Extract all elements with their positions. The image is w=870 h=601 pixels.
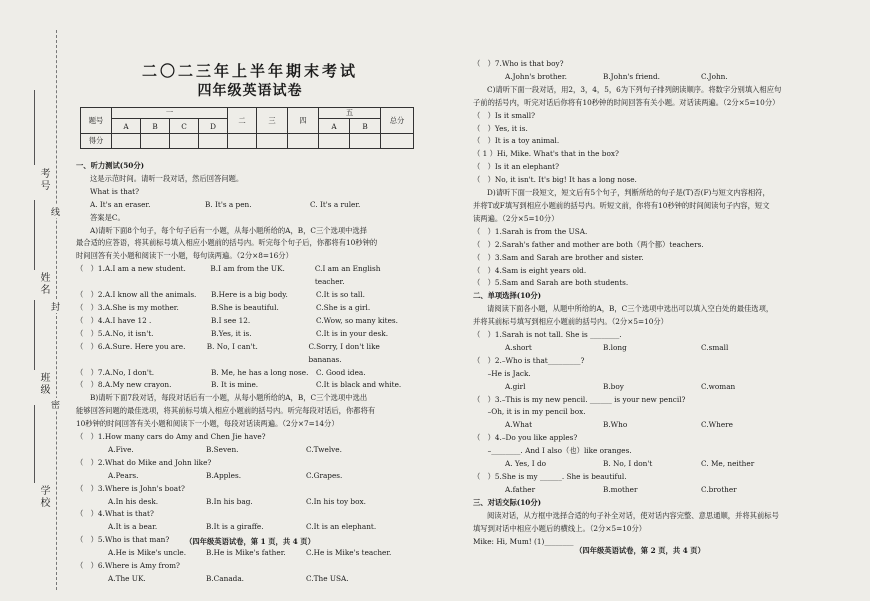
option: B.Seven. <box>206 444 239 454</box>
option: B.Who <box>603 420 628 430</box>
example-options <box>76 199 412 212</box>
part-d-item: （ ）4.Sam is eight years old. <box>473 265 587 275</box>
section-2-items <box>473 329 805 497</box>
score-cell[interactable] <box>350 134 381 149</box>
single-choice-question: （ ）3.–This is my new pencil. ______ is your new pencil? <box>473 394 686 404</box>
section-3-title: 三、对话交际(10分) <box>473 497 542 507</box>
option: C.He is Mike's teacher. <box>306 548 392 558</box>
option: A.Pears. <box>108 470 139 480</box>
option: B.He is Mike's father. <box>206 548 286 558</box>
part-d-item: （ ）3.Sam and Sarah are brother and sister. <box>473 252 644 262</box>
single-choice-options <box>473 342 805 355</box>
part-c-item: （ 1 ）Hi, Mike. What's that in the box? <box>473 149 619 159</box>
option: B.In his bag. <box>206 496 253 506</box>
option: C.Sorry, I don't like bananas. <box>308 341 380 364</box>
score-cell[interactable] <box>141 134 170 149</box>
right-column <box>473 58 805 548</box>
exam-number-label: 考号 <box>38 168 49 192</box>
part-c-item: （ ）Yes, it is. <box>473 123 528 133</box>
school-label: 学校 <box>38 485 49 509</box>
part-b-question: （ ）6.Where is Amy from? <box>76 561 180 571</box>
option: A.father <box>505 484 536 494</box>
option: C.It is so tall. <box>316 290 365 300</box>
score-head-5: 五 <box>319 108 381 119</box>
score-head-1: 一 <box>112 108 228 119</box>
option: C.She is a girl. <box>316 302 371 312</box>
example-answer: 答案是C。 <box>90 212 125 222</box>
option: A.short <box>505 342 532 352</box>
left-column <box>76 160 412 586</box>
option: B. No, I don't <box>603 459 653 469</box>
score-cell[interactable] <box>228 134 257 149</box>
single-choice-question: （ ）1.Sarah is not tall. She is ________. <box>473 330 622 340</box>
score-sub: B <box>141 119 170 134</box>
part-c-intro: 子前的括号内，听完对话后你将有10秒钟的时间回答有关小题。对话读两遍。（2分×5=10分） <box>473 97 780 107</box>
score-cell[interactable] <box>199 134 228 149</box>
binding-strip <box>0 0 70 601</box>
single-choice-options <box>473 419 805 432</box>
option: （ ）5.A.No, it isn't. <box>76 328 154 338</box>
option: A.He is Mike's uncle. <box>108 548 187 558</box>
part-a-item <box>76 328 412 341</box>
option: B.long <box>603 342 627 352</box>
section-1-intro: 这是示范时间。请听一段对话，然后回答问题。 <box>90 173 244 183</box>
score-head-3: 三 <box>257 108 288 134</box>
option: （ ）2.A.I know all the animals. <box>76 290 197 300</box>
single-choice-options <box>473 381 805 394</box>
part-b-options <box>76 521 412 534</box>
part-b-question: （ ）3.Where is John's boat? <box>76 483 185 493</box>
option: C.Wow, so many kites. <box>316 315 398 325</box>
option: A. Yes, I do <box>505 459 547 469</box>
part-a-item <box>76 341 412 367</box>
option: （ ）6.A.Sure. Here you are. <box>76 341 186 351</box>
option: C.I am an English teacher. <box>314 264 381 287</box>
option: B.Canada. <box>206 574 245 583</box>
part-a-item <box>76 302 412 315</box>
option: C.It is an elephant. <box>306 522 377 532</box>
option: C.Twelve. <box>306 444 342 454</box>
exam-number-line <box>34 90 35 165</box>
option: C.John. <box>701 71 728 81</box>
single-choice-question: –Oh, it is in my pencil box. <box>473 407 586 417</box>
score-sub: A <box>319 119 350 134</box>
part-a-item <box>76 263 412 289</box>
option: C.Grapes. <box>306 470 343 480</box>
score-sub: A <box>112 119 141 134</box>
single-choice-options <box>473 458 805 471</box>
section-1-title: 一、听力测试(50分) <box>76 161 145 170</box>
option: B.mother <box>603 484 638 494</box>
option: A.Five. <box>108 444 134 454</box>
page-2-footer: （四年级英语试卷，第 2 页，共 4 页） <box>575 546 705 555</box>
part-b-question: （ ）4.What is that? <box>76 509 154 519</box>
part-b-intro: 10秒钟的时间回答有关小题和阅读下一小题，每段对话读两遍。（2分×7=14分） <box>76 419 339 429</box>
binding-mark-seal: 封 <box>51 300 60 313</box>
part-a-item <box>76 367 412 380</box>
option: C.Where <box>701 420 733 430</box>
option: B.It is a giraffe. <box>206 522 264 532</box>
question-b7-options <box>473 71 805 84</box>
score-table <box>80 107 414 149</box>
section-2-title: 二、单项选择(10分) <box>473 291 542 301</box>
option: C.small <box>701 342 729 352</box>
part-c-item: （ ）It is a toy animal. <box>473 136 560 146</box>
part-d-item: （ ）1.Sarah is from the USA. <box>473 226 588 236</box>
part-d-item: （ ）2.Sarah's father and mother are both（两个都）teachers. <box>473 239 704 249</box>
score-cell[interactable] <box>170 134 199 149</box>
binding-mark-line: 线 <box>51 205 60 218</box>
option: （ ）3.A.She is my mother. <box>76 302 179 312</box>
page-1-footer: （四年级英语试卷，第 1 页，共 4 页） <box>185 537 315 546</box>
part-b-intro: 能够回答问题的最佳选项，将其前标号填入相应小题前的括号内。听完每段对话后，你都将有 <box>76 406 376 416</box>
part-b-intro: B)请听下面7段对话，每段对话后有一小题，从每小题所给的A，B，C三个选项中选出 <box>90 393 368 403</box>
part-d-intro: 并将T或F填写到相应小题前的括号内。听短文前，你将有10秒钟的时间阅读句子内容，短文 <box>473 200 770 210</box>
section-2-intro: 并将其前标号填写到相应小题前的括号内。（2分×5=10分） <box>473 317 668 327</box>
section-3-intro: 阅读对话，从方框中选择合适的句子补全对话，使对话内容完整、意思通顺，并将其前标号 <box>487 510 779 520</box>
part-d-items <box>473 226 805 291</box>
part-c-item: （ ）Is it small? <box>473 110 536 120</box>
option: C. Good idea. <box>316 367 366 377</box>
section-2-intro: 请阅读下面各小题，从题中所给的A，B，C三个选项中选出可以填入空白处的最佳选项， <box>487 304 774 314</box>
option: B.boy <box>603 381 624 391</box>
part-a-intro: 最合适的应答语，将其前标号填入相应小题前的括号内。听完每个句子后，你都将有10秒钟的 <box>76 238 378 248</box>
score-sub: B <box>350 119 381 134</box>
part-b-question: （ ）1.How many cars do Amy and Chen Jie have? <box>76 432 266 442</box>
score-row-label: 得分 <box>81 134 112 149</box>
single-choice-question: （ ）5.She is my ______. She is beautiful. <box>473 472 627 481</box>
part-b-options <box>76 470 412 483</box>
option: A.John's brother. <box>505 71 567 81</box>
option: C.The USA. <box>306 574 349 583</box>
score-cell[interactable] <box>319 134 350 149</box>
part-a-item <box>76 315 412 328</box>
option: B. No, I can't. <box>206 341 258 351</box>
question-b7: （ ）7.Who is that boy? <box>473 59 564 68</box>
school-line <box>34 405 35 483</box>
score-head-question: 题号 <box>81 108 112 134</box>
option: A.It is a bear. <box>108 522 158 532</box>
option: A.What <box>505 420 533 430</box>
part-b-items <box>76 431 412 586</box>
score-cell[interactable] <box>381 134 414 149</box>
example-option: B. It's a pen. <box>205 199 252 209</box>
option: C.brother <box>701 484 737 494</box>
option: B. It is mine. <box>211 380 259 390</box>
option: C.woman <box>701 381 736 391</box>
class-line <box>34 300 35 370</box>
part-b-options <box>76 547 412 560</box>
binding-mark-secret: 密 <box>51 398 60 411</box>
class-label: 班级 <box>38 372 49 396</box>
part-c-item: （ ）No, it isn't. It's big! It has a long nose. <box>473 175 637 185</box>
part-a-item <box>76 289 412 302</box>
option: （ ）4.A.I have 12 . <box>76 315 152 325</box>
option: A.girl <box>505 381 526 391</box>
option: A.The UK. <box>108 574 146 583</box>
option: B.Here is a big body. <box>211 290 288 300</box>
option: B.I am from the UK. <box>210 264 285 274</box>
option: （ ）8.A.My new crayon. <box>76 380 172 390</box>
example-option: C. It's a ruler. <box>310 199 361 209</box>
option: B.John's friend. <box>603 71 660 81</box>
section-3-intro: 填写到对话中相应小题后的横线上。（2分×5=10分） <box>473 523 647 533</box>
single-choice-question: –________. And I also（也）like oranges. <box>473 446 632 456</box>
option: C.It is black and white. <box>316 380 402 390</box>
part-a-intro: 时间回答有关小题和阅读下一小题，每句读两遍。（2分×8=16分） <box>76 251 293 261</box>
score-cell[interactable] <box>112 134 141 149</box>
part-b-options <box>76 444 412 457</box>
single-choice-question: （ ）4.–Do you like apples? <box>473 433 578 443</box>
part-a-items <box>76 263 412 392</box>
part-b-question: （ ）5.Who is that man? <box>76 535 170 545</box>
option: B.Apples. <box>206 470 242 480</box>
score-sub: D <box>199 119 228 134</box>
part-c-item: （ ）Is it an elephant? <box>473 162 560 172</box>
score-cell[interactable] <box>257 134 288 149</box>
part-d-intro: 读两遍。（2分×5=10分） <box>473 213 559 223</box>
option: A.In his desk. <box>108 496 159 506</box>
exam-title: 二〇二三年上半年期末考试 <box>141 62 358 80</box>
score-cell[interactable] <box>288 134 319 149</box>
part-c-items <box>473 110 805 187</box>
option: （ ）1.A.I am a new student. <box>76 264 186 274</box>
option: B.I see 12. <box>211 315 251 325</box>
option: B. Me, he has a long nose. <box>211 367 309 377</box>
part-b-options <box>76 496 412 509</box>
option: B.Yes, it is. <box>211 328 252 338</box>
option: C. Me, neither <box>701 459 755 469</box>
single-choice-options <box>473 484 805 497</box>
part-d-intro: D)请听下面一段短文，短文后有5个句子，判断所给的句子是(T)否(F)与短文内容相符， <box>487 188 770 198</box>
option: B.She is beautiful. <box>211 302 279 312</box>
option: （ ）7.A.No, I don't. <box>76 367 155 377</box>
part-b-question: （ ）2.What do Mike and John like? <box>76 457 212 467</box>
part-d-item: （ ）5.Sam and Sarah are both students. <box>473 278 629 288</box>
dialogue-line-1: Mike: Hi, Mum! (1)________ <box>473 536 574 546</box>
score-sub: C <box>170 119 199 134</box>
part-c-intro: C)请听下面一段对话，用2，3，4，5，6为下列句子排列朗读顺序。将数字分别填入相应句 <box>487 84 782 94</box>
option: C.In his toy box. <box>306 496 366 506</box>
score-head-total: 总分 <box>381 108 414 134</box>
single-choice-question: （ ）2.–Who is that_________? <box>473 355 585 365</box>
option: C.It is in your desk. <box>316 328 389 338</box>
score-head-4: 四 <box>288 108 319 134</box>
example-question: What is that? <box>90 186 140 196</box>
part-a-intro: A)请听下面8个句子，每个句子后有一小题，从每小题所给的A，B，C三个选项中选择 <box>90 225 368 235</box>
part-b-options <box>76 573 412 586</box>
exam-subtitle: 四年级英语试卷 <box>197 83 303 99</box>
score-head-2: 二 <box>228 108 257 134</box>
name-line <box>34 200 35 270</box>
single-choice-question: –He is Jack. <box>473 368 531 378</box>
example-option: A. It's an eraser. <box>90 199 151 209</box>
name-label: 姓名 <box>38 272 49 296</box>
part-a-item <box>76 379 412 392</box>
